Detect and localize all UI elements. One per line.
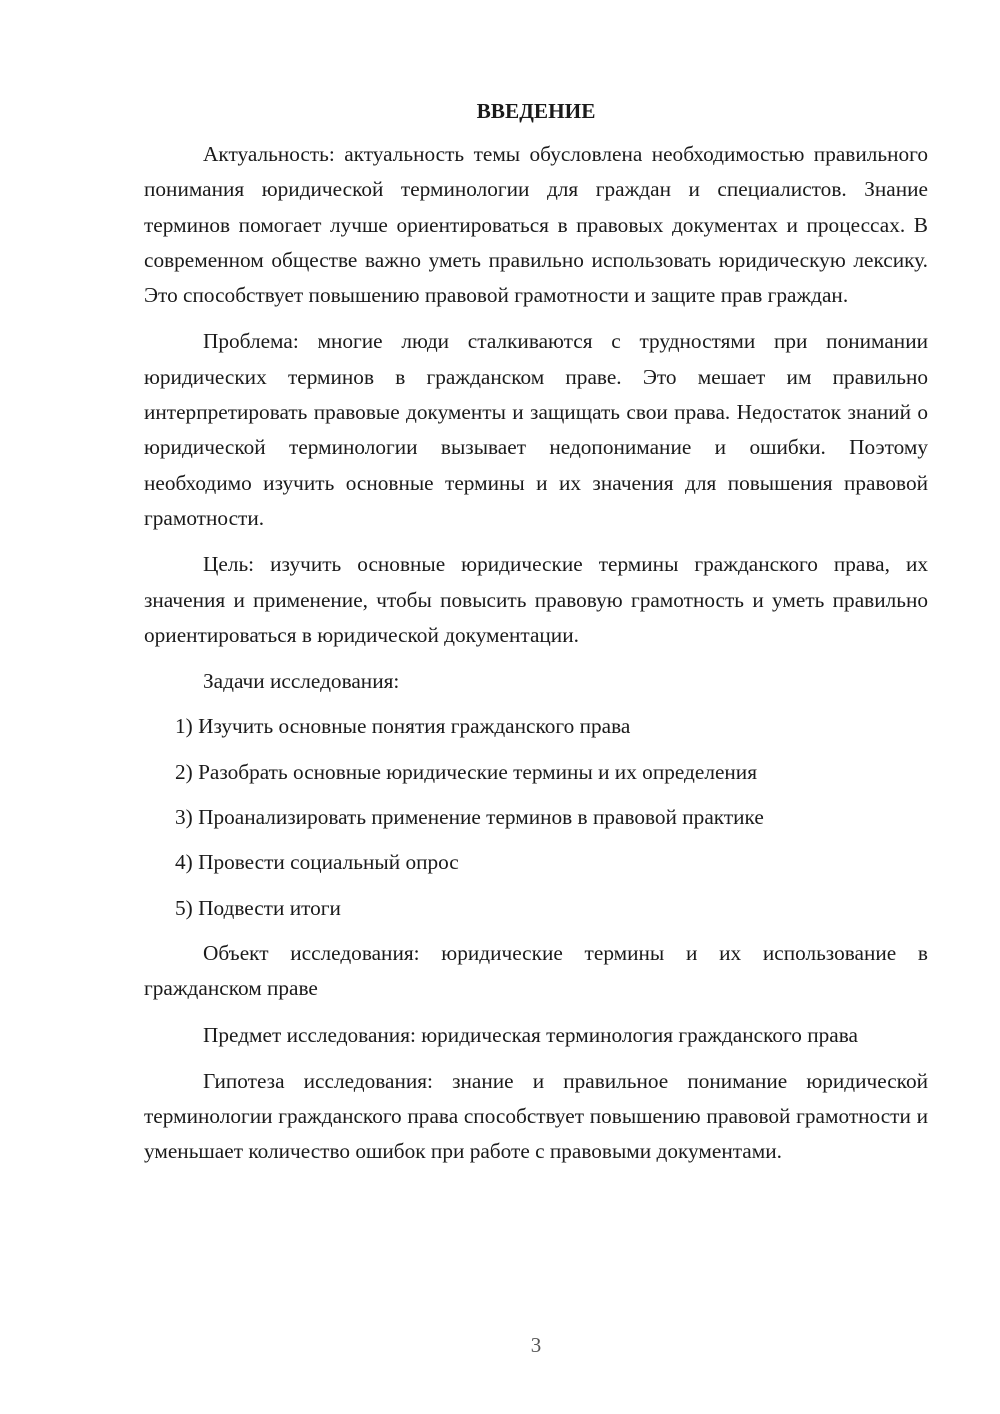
tasks-list	[144, 709, 928, 925]
object-paragraph: Объект исследования: юридические термины и их использование в гражданском праве	[144, 940, 928, 1001]
page-number: 3	[530, 1333, 542, 1357]
hypothesis-paragraph: Гипотеза исследования: знание и правильное понимание юридической терминологии гражданского права способствует повышению правовой грамотности и уменьшает количество ошибок при работе с правовыми документами.	[144, 1068, 928, 1164]
goal-paragraph: Цель: изучить основные юридические термины гражданского права, их значения и применение, чтобы повысить правовую грамотность и уметь правильно ориентироваться в юридической документации.	[144, 552, 928, 647]
section-heading: ВВЕДЕНИЕ	[476, 99, 596, 123]
task-item-2: 2) Разобрать основные юридические термины и их определения	[175, 759, 758, 784]
task-item-5: 5) Подвести итоги	[175, 895, 341, 920]
relevance-paragraph: Актуальность: актуальность темы обусловлена необходимостью правильного понимания юридической терминологии для граждан и специалистов. Знание терминов помогает лучше ориентироваться в правовых документах и процессах. В современном обществе важно уметь правильно использовать юридическую лексику. Это способствует повышению правовой грамотности и защите прав граждан.	[144, 142, 928, 308]
subject-paragraph: Предмет исследования: юридическая терминология гражданского права	[203, 1022, 858, 1047]
task-item-1: 1) Изучить основные понятия гражданского права	[175, 714, 631, 739]
document-body	[144, 96, 928, 1170]
tasks-heading: Задачи исследования:	[203, 669, 400, 694]
task-item-4: 4) Провести социальный опрос	[175, 850, 459, 875]
problem-paragraph: Проблема: многие люди сталкиваются с трудностями при понимании юридических терминов в гражданском праве. Это мешает им правильно интерпретировать правовые документы и защищать свои права. Недостаток знаний о юридической терминологии вызывает недопонимание и ошибки. Поэтому необходимо изучить основные термины и их значения для повышения правовой грамотности.	[144, 329, 928, 530]
task-item-3: 3) Проанализировать применение терминов в правовой практике	[175, 805, 764, 830]
